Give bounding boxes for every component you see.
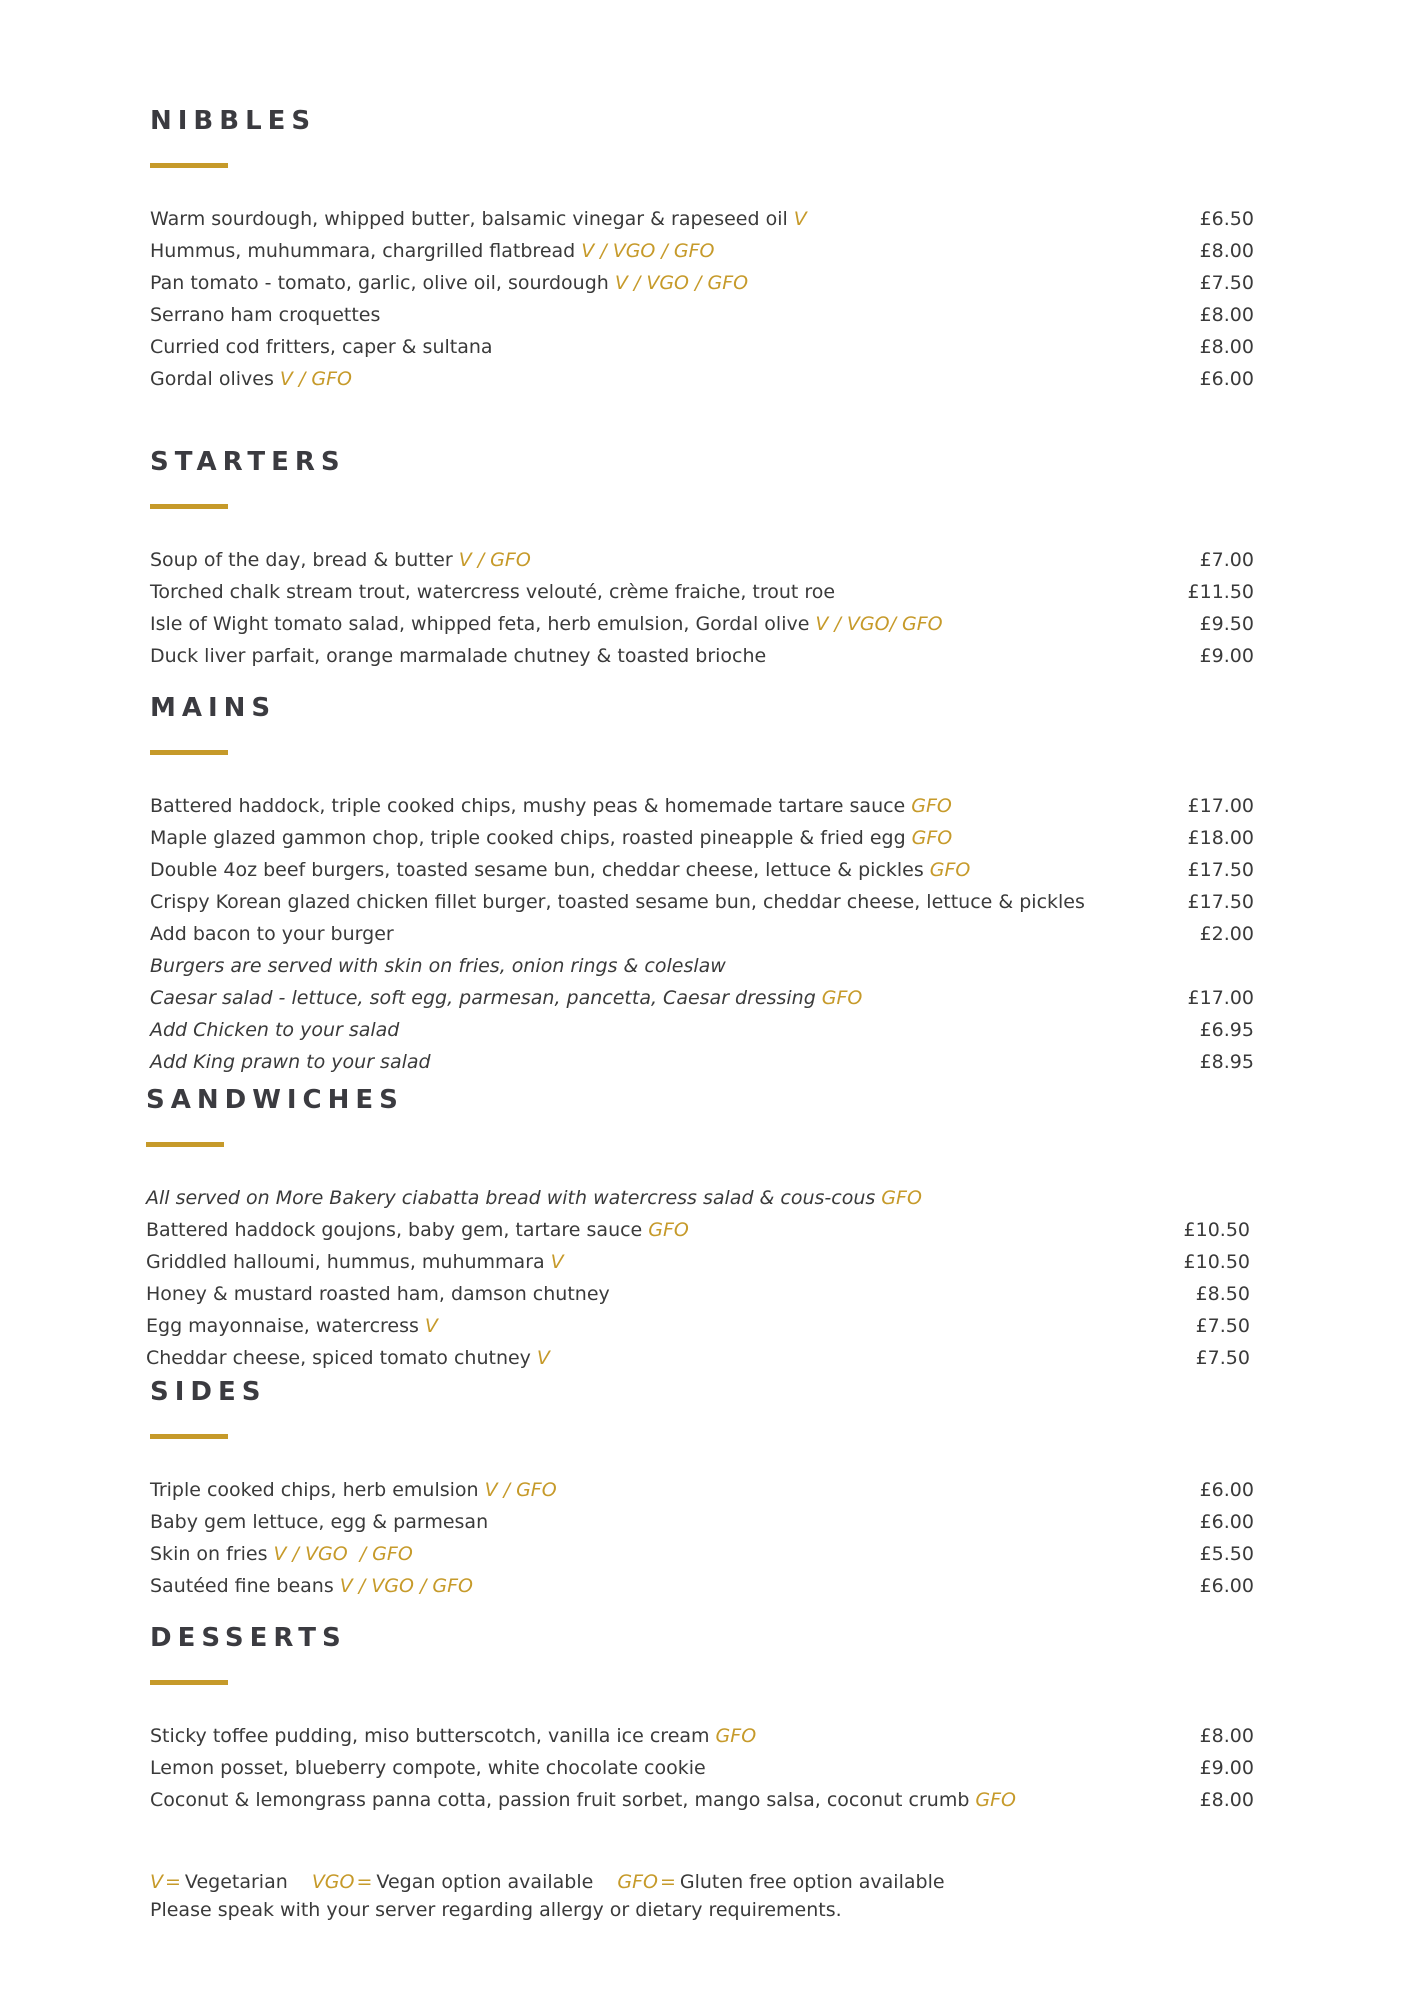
menu-item-name (150, 822, 952, 854)
menu-item-label: Add Chicken to your salad (150, 1019, 400, 1041)
menu-item-label: All served on More Bakery ciabatta bread with watercress salad & cous-cous (146, 1187, 876, 1209)
menu-item-name (150, 918, 394, 950)
menu-item-price: £17.50 (1187, 859, 1254, 881)
menu-item-price: £6.50 (1199, 208, 1254, 230)
menu-item-name (150, 235, 714, 267)
menu-item-label: Honey & mustard roasted ham, damson chutney (146, 1283, 610, 1305)
menu-item (150, 950, 1254, 982)
heading-rule (146, 1142, 224, 1147)
dietary-tag: GFO (821, 987, 863, 1009)
menu-item (150, 982, 1254, 1014)
menu-item-label: Battered haddock, triple cooked chips, mushy peas & homemade tartare sauce (150, 795, 906, 817)
dietary-tag: GFO (975, 1789, 1017, 1811)
menu-item-label: Caesar salad - lettuce, soft egg, parmesan, pancetta, Caesar dressing (150, 987, 816, 1009)
dietary-tag: V / VGO / GFO (614, 272, 749, 294)
menu-item-label: Coconut & lemongrass panna cotta, passion fruit sorbet, mango salsa, coconut crumb (150, 1789, 970, 1811)
menu-item-price: £6.00 (1199, 368, 1254, 390)
menu-item-price: £8.00 (1199, 304, 1254, 326)
menu-item (150, 1752, 1254, 1784)
legend-vgo-key: VGO (311, 1871, 355, 1893)
menu-item-label: Cheddar cheese, spiced tomato chutney (146, 1347, 531, 1369)
menu-item-price: £8.00 (1199, 1789, 1254, 1811)
section-heading: STARTERS (150, 447, 346, 477)
dietary-tag: V (793, 208, 807, 230)
menu-items (150, 544, 1254, 672)
menu-item-label: Crispy Korean glazed chicken fillet burger, toasted sesame bun, cheddar cheese, lettuce & pickles (150, 891, 1085, 913)
menu-item-price: £18.00 (1187, 827, 1254, 849)
heading-rule (150, 1434, 228, 1439)
legend-v-label: Vegetarian (184, 1871, 288, 1893)
heading-rule (150, 1680, 228, 1685)
menu-item (150, 1720, 1254, 1752)
menu-item-price: £10.50 (1183, 1219, 1250, 1241)
menu-item-price: £9.00 (1199, 645, 1254, 667)
menu-item (150, 544, 1254, 576)
heading-rule (150, 504, 228, 509)
menu-item-name (150, 363, 352, 395)
menu-item-name (150, 1506, 488, 1538)
dietary-tag: GFO (715, 1725, 757, 1747)
section-heading: DESSERTS (150, 1623, 347, 1653)
menu-item (150, 608, 1254, 640)
menu-item (150, 1046, 1254, 1078)
menu-item-name (150, 1752, 706, 1784)
legend-equals: = (165, 1871, 181, 1893)
menu-item-name (150, 1014, 399, 1046)
menu-item-price: £11.50 (1187, 581, 1254, 603)
menu-item (150, 1784, 1254, 1816)
menu-item (150, 1014, 1254, 1046)
menu-item (146, 1246, 1250, 1278)
section-desserts (150, 1623, 1254, 1816)
menu-item-name (150, 267, 748, 299)
legend-v-key: V (150, 1871, 163, 1893)
menu-item-name (150, 790, 952, 822)
menu-item (150, 1474, 1254, 1506)
menu-item-price: £8.50 (1195, 1283, 1250, 1305)
menu-item (146, 1342, 1250, 1374)
menu-item (146, 1278, 1250, 1310)
dietary-tag: V / GFO (484, 1479, 557, 1501)
menu-item-price: £6.00 (1199, 1511, 1254, 1533)
dietary-tag: V (536, 1347, 550, 1369)
menu-item-price: £7.50 (1199, 272, 1254, 294)
menu-item-name (146, 1278, 610, 1310)
section-heading: MAINS (150, 693, 277, 723)
menu-item-label: Gordal olives (150, 368, 274, 390)
menu-item-name (150, 576, 835, 608)
menu-item-name (150, 640, 766, 672)
menu-item (150, 886, 1254, 918)
menu-item-label: Triple cooked chips, herb emulsion (150, 1479, 479, 1501)
legend-equals: = (659, 1871, 676, 1893)
menu-item-name (150, 854, 970, 886)
menu-item-label: Curried cod fritters, caper & sultana (150, 336, 493, 358)
menu-item-price: £8.95 (1199, 1051, 1254, 1073)
menu-item-name (150, 1474, 557, 1506)
section-starters (150, 447, 1254, 672)
legend-equals: = (356, 1871, 373, 1893)
menu-item-name (150, 1046, 431, 1078)
menu-item-name (150, 608, 943, 640)
menu-items (150, 203, 1254, 395)
menu-item-label: Burgers are served with skin on fries, onion rings & coleslaw (150, 955, 726, 977)
section-mains (150, 693, 1254, 1078)
menu-item-name (146, 1310, 438, 1342)
menu-item (150, 363, 1254, 395)
menu-item-name (150, 982, 862, 1014)
menu-item (150, 918, 1254, 950)
menu-item (146, 1214, 1250, 1246)
menu-items (150, 790, 1254, 1078)
menu-item-label: Battered haddock goujons, baby gem, tartare sauce (146, 1219, 643, 1241)
menu-item (150, 640, 1254, 672)
menu-item-label: Pan tomato - tomato, garlic, olive oil, sourdough (150, 272, 609, 294)
menu-item-label: Double 4oz beef burgers, toasted sesame bun, cheddar cheese, lettuce & pickles (150, 859, 924, 881)
menu-item (150, 854, 1254, 886)
menu-item-label: Griddled halloumi, hummus, muhummara (146, 1251, 545, 1273)
menu-item-price: £17.00 (1187, 795, 1254, 817)
menu-item-label: Maple glazed gammon chop, triple cooked chips, roasted pineapple & fried egg (150, 827, 906, 849)
dietary-tag: GFO (881, 1187, 922, 1209)
dietary-tag: V / GFO (458, 549, 531, 571)
menu-item (150, 822, 1254, 854)
heading-rule (150, 163, 228, 168)
menu-item-name (150, 299, 380, 331)
legend-keys (150, 1868, 945, 1896)
dietary-tag: V / VGO / GFO (581, 240, 715, 262)
menu-item-price: £7.50 (1195, 1315, 1250, 1337)
dietary-tag: V / VGO/ GFO (815, 613, 943, 635)
menu-item-label: Sautéed fine beans (150, 1575, 334, 1597)
menu-item-label: Baby gem lettuce, egg & parmesan (150, 1511, 489, 1533)
menu-item-name (146, 1246, 564, 1278)
section-heading: SIDES (150, 1377, 267, 1407)
menu-item-label: Isle of Wight tomato salad, whipped feta, herb emulsion, Gordal olive (150, 613, 810, 635)
menu-item (150, 1570, 1254, 1602)
menu-item-label: Soup of the day, bread & butter (150, 549, 453, 571)
menu-item (150, 299, 1254, 331)
dietary-tag: V / VGO / GFO (339, 1575, 473, 1597)
menu-item (150, 267, 1254, 299)
menu-item-name (150, 331, 493, 363)
menu-item-label: Add King prawn to your salad (150, 1051, 431, 1073)
menu-item (150, 203, 1254, 235)
menu-item-label: Add bacon to your burger (150, 923, 394, 945)
menu-item-name (150, 544, 531, 576)
menu-item (146, 1310, 1250, 1342)
menu-item-price: £8.00 (1199, 336, 1254, 358)
section-sandwiches (146, 1085, 1250, 1374)
menu-item (150, 235, 1254, 267)
menu-item-price: £7.50 (1195, 1347, 1250, 1369)
menu-item-name (150, 1538, 413, 1570)
menu-item-price: £7.00 (1199, 549, 1254, 571)
menu-item-price: £6.95 (1199, 1019, 1254, 1041)
dietary-legend (150, 1868, 945, 1924)
menu-item-label: Egg mayonnaise, watercress (146, 1315, 419, 1337)
dietary-tag: GFO (911, 795, 952, 817)
menu-item-label: Serrano ham croquettes (150, 304, 381, 326)
menu-item-name (146, 1182, 922, 1214)
dietary-tag: GFO (911, 827, 953, 849)
menu-item-price: £6.00 (1199, 1575, 1254, 1597)
menu-item-name (150, 1784, 1016, 1816)
dietary-tag: GFO (648, 1219, 689, 1241)
menu-items (150, 1474, 1254, 1602)
menu-item-price: £6.00 (1199, 1479, 1254, 1501)
dietary-tag: V / GFO (279, 368, 352, 390)
menu-item-label: Skin on fries (150, 1543, 268, 1565)
menu-item-price: £9.00 (1199, 1757, 1254, 1779)
legend-gfo-key: GFO (617, 1871, 658, 1893)
menu-item-label: Lemon posset, blueberry compote, white chocolate cookie (150, 1757, 706, 1779)
menu-item-name (150, 203, 807, 235)
menu-item-name (150, 886, 1085, 918)
menu-item-name (146, 1342, 550, 1374)
dietary-tag: GFO (929, 859, 971, 881)
menu-item (150, 1538, 1254, 1570)
menu-item (150, 331, 1254, 363)
menu-item-name (150, 950, 726, 982)
menu-item-label: Torched chalk stream trout, watercress velouté, crème fraiche, trout roe (150, 581, 836, 603)
legend-vgo-label: Vegan option available (376, 1871, 594, 1893)
menu-item-name (150, 1720, 756, 1752)
section-sides (150, 1377, 1254, 1602)
menu-item-label: Hummus, muhummara, chargrilled flatbread (150, 240, 576, 262)
section-nibbles (150, 106, 1254, 395)
section-heading: NIBBLES (150, 106, 317, 136)
menu-item (150, 576, 1254, 608)
menu-item-price: £9.50 (1199, 613, 1254, 635)
menu-item-price: £10.50 (1183, 1251, 1250, 1273)
menu-item (146, 1182, 1250, 1214)
menu-item-price: £5.50 (1199, 1543, 1254, 1565)
menu-item-price: £17.50 (1187, 891, 1254, 913)
menu-items (150, 1720, 1254, 1816)
legend-gfo-label: Gluten free option available (679, 1871, 945, 1893)
dietary-tag: V / VGO / GFO (273, 1543, 413, 1565)
menu-item-price: £8.00 (1199, 240, 1254, 262)
menu-item-price: £17.00 (1187, 987, 1254, 1009)
menu-item-price: £8.00 (1199, 1725, 1254, 1747)
menu-item (150, 1506, 1254, 1538)
section-heading: SANDWICHES (146, 1085, 404, 1115)
dietary-tag: V (550, 1251, 564, 1273)
menu-item-label: Sticky toffee pudding, miso butterscotch, vanilla ice cream (150, 1725, 710, 1747)
dietary-tag: V (424, 1315, 438, 1337)
menu-item-price: £2.00 (1199, 923, 1254, 945)
heading-rule (150, 750, 228, 755)
menu-item-name (146, 1214, 689, 1246)
menu-item-name (150, 1570, 473, 1602)
allergy-note: Please speak with your server regarding allergy or dietary requirements. (150, 1899, 842, 1921)
menu-item (150, 790, 1254, 822)
menu-item-label: Warm sourdough, whipped butter, balsamic vinegar & rapeseed oil (150, 208, 788, 230)
menu-item-label: Duck liver parfait, orange marmalade chutney & toasted brioche (150, 645, 767, 667)
menu-items (146, 1182, 1250, 1374)
